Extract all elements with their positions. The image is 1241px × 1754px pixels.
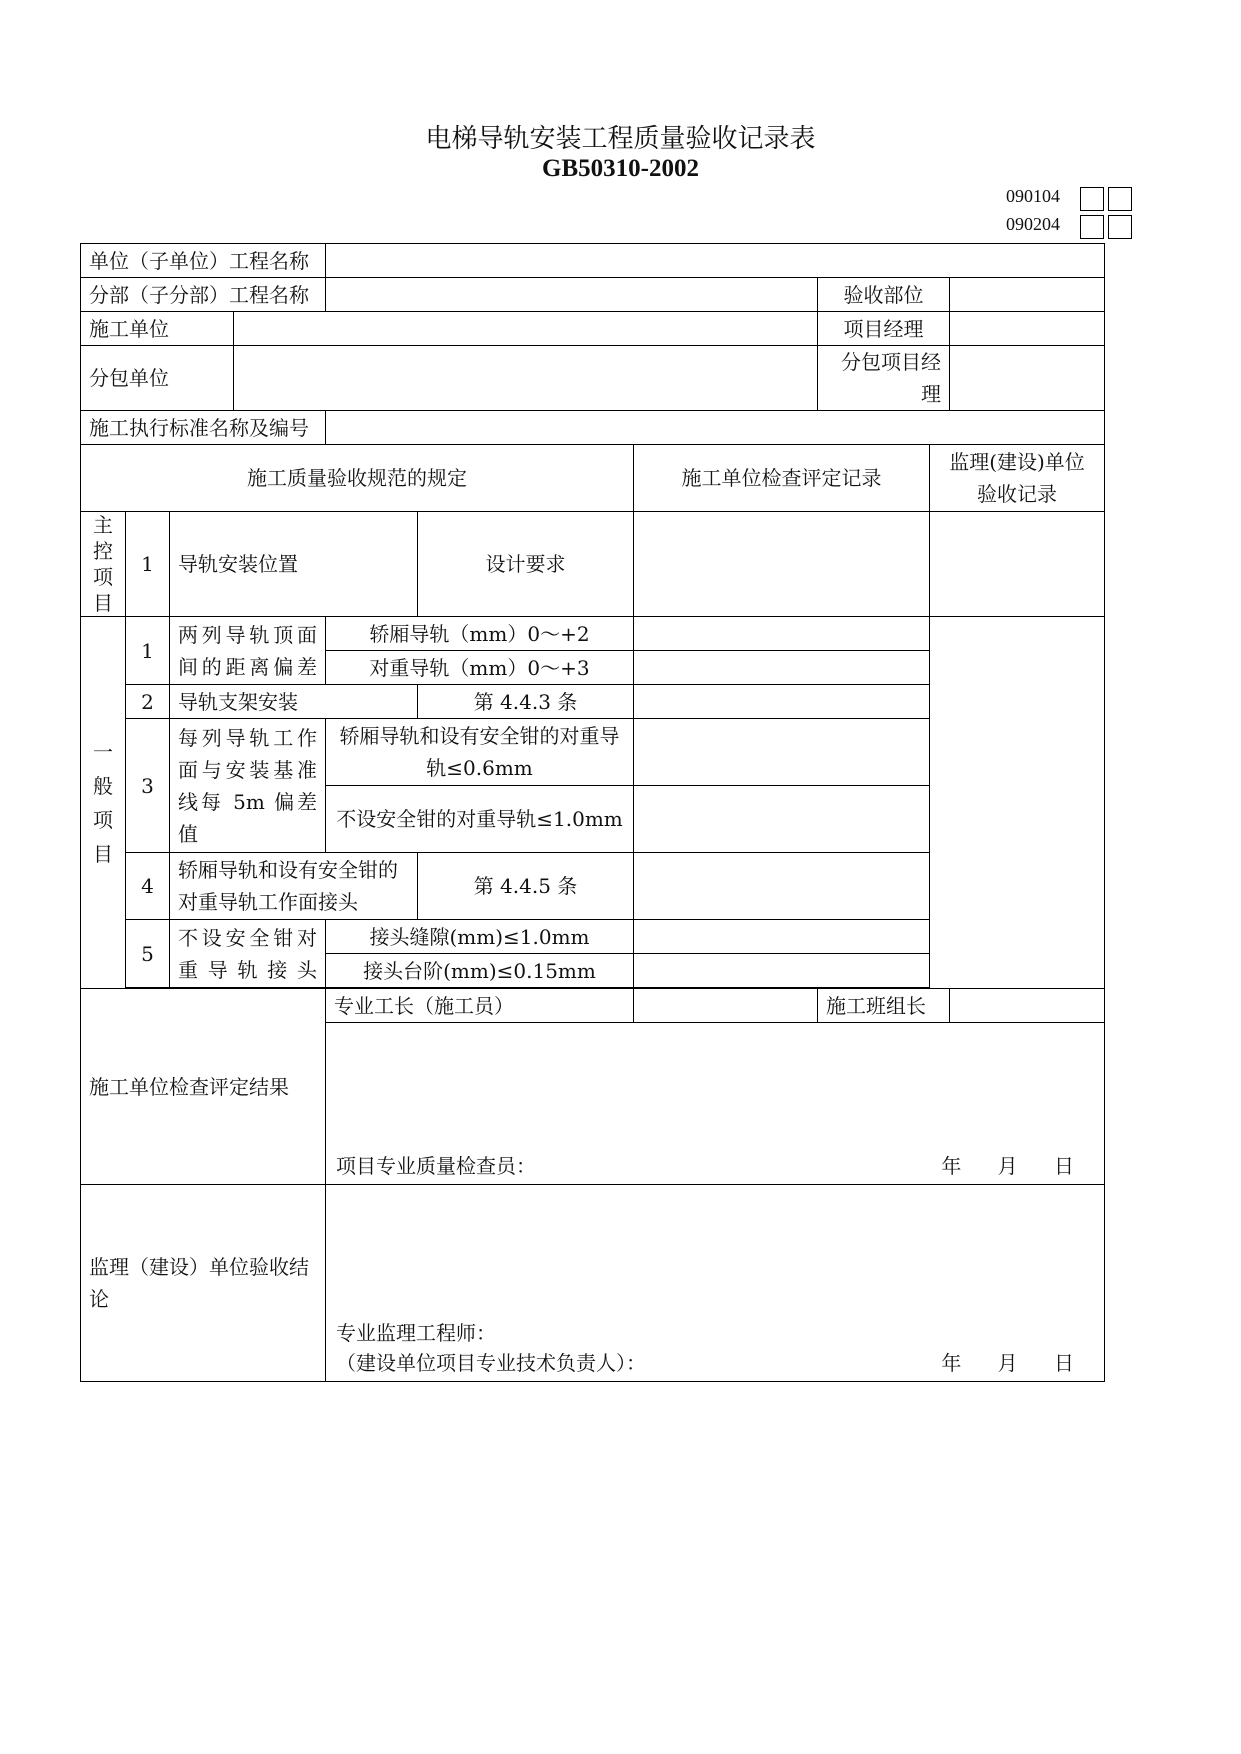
check-record-column-header: 施工单位检查评定记录 <box>634 445 930 512</box>
general-item-1-req-a: 轿厢导轨（mm）0～+2 <box>326 617 634 651</box>
code-box-1a[interactable] <box>1080 187 1104 211</box>
foreman-value[interactable] <box>634 989 818 1023</box>
general-item-1b-check[interactable] <box>634 651 930 685</box>
main-item-1-check[interactable] <box>634 512 930 617</box>
general-item-2-name: 导轨支架安装 <box>170 685 418 719</box>
team-leader-label: 施工班组长 <box>818 989 950 1023</box>
main-item-1-requirement: 设计要求 <box>418 512 634 617</box>
code-box-2b[interactable] <box>1108 215 1132 239</box>
general-item-4-requirement: 第 4.4.5 条 <box>418 853 634 920</box>
general-item-1a-check[interactable] <box>634 617 930 651</box>
standard-name-label: 施工执行标准名称及编号 <box>81 411 326 445</box>
general-items-supervision[interactable] <box>930 617 1105 989</box>
form-code-2: 090204 <box>1006 214 1060 234</box>
general-item-5-req-a: 接头缝隙(mm)≤1.0mm <box>326 920 634 954</box>
general-item-2-requirement: 第 4.4.3 条 <box>418 685 634 719</box>
general-item-5-no: 5 <box>126 920 170 988</box>
sub-project-name-value[interactable] <box>326 278 818 312</box>
subcontractor-label: 分包单位 <box>81 346 234 411</box>
standard-code: GB50310-2002 <box>542 155 699 182</box>
general-item-5-req-b: 接头台阶(mm)≤0.15mm <box>326 954 634 988</box>
general-item-3-req-b: 不设安全钳的对重导轨≤1.0mm <box>326 786 634 853</box>
result-label: 施工单位检查评定结果 <box>81 989 326 1185</box>
general-item-5a-check[interactable] <box>634 920 930 954</box>
general-item-4-check[interactable] <box>634 853 930 920</box>
project-manager-label: 项目经理 <box>818 312 950 346</box>
code-box-2a[interactable] <box>1080 215 1104 239</box>
main-item-1-no: 1 <box>126 512 170 617</box>
supervision-record-column-header: 监理(建设)单位验收记录 <box>930 445 1105 512</box>
conclusion-date: 年 月 日 <box>941 1351 1075 1375</box>
sub-project-manager-value[interactable] <box>950 346 1105 411</box>
owner-tech-label: （建设单位项目专业技术负责人）： <box>336 1351 646 1375</box>
page-title: 电梯导轨安装工程质量验收记录表 <box>425 124 816 154</box>
code-box-1b[interactable] <box>1108 187 1132 211</box>
result-sign-area[interactable] <box>326 1023 1105 1185</box>
inspector-label: 项目专业质量检查员： <box>336 1154 536 1178</box>
conclusion-sign-area[interactable] <box>326 1185 1105 1382</box>
form-code-1: 090104 <box>1006 186 1060 206</box>
main-items-label: 主控项目 <box>81 512 126 617</box>
acceptance-part-value[interactable] <box>950 278 1105 312</box>
general-item-2-check[interactable] <box>634 685 930 719</box>
acceptance-part-label: 验收部位 <box>818 278 950 312</box>
result-date: 年 月 日 <box>941 1154 1075 1178</box>
construction-unit-label: 施工单位 <box>81 312 234 346</box>
general-item-5b-check[interactable] <box>634 954 930 988</box>
general-item-3b-check[interactable] <box>634 786 930 853</box>
general-item-3-name: 每列导轨工作面与安装基准线每 5m 偏差值 <box>170 719 326 853</box>
general-item-3a-check[interactable] <box>634 719 930 786</box>
spec-column-header: 施工质量验收规范的规定 <box>81 445 634 512</box>
general-item-2-no: 2 <box>126 685 170 719</box>
acceptance-form-table <box>80 243 1105 1382</box>
project-manager-value[interactable] <box>950 312 1105 346</box>
general-item-5-name: 不设安全钳对重导轨接头 <box>170 920 326 988</box>
general-item-1-req-b: 对重导轨（mm）0～+3 <box>326 651 634 685</box>
general-items-label: 一般项目 <box>81 617 126 989</box>
unit-project-name-value[interactable] <box>326 244 1105 278</box>
general-item-3-no: 3 <box>126 719 170 853</box>
main-item-1-supervision[interactable] <box>930 512 1105 617</box>
general-item-1-name: 两列导轨顶面间的距离偏差 <box>170 617 326 685</box>
general-item-4-name: 轿厢导轨和设有安全钳的对重导轨工作面接头 <box>170 853 418 920</box>
subcontractor-value[interactable] <box>234 346 818 411</box>
sub-project-manager-label: 分包项目经理 <box>818 346 950 411</box>
unit-project-name-label: 单位（子单位）工程名称 <box>81 244 326 278</box>
construction-unit-value[interactable] <box>234 312 818 346</box>
foreman-label: 专业工长（施工员） <box>326 989 634 1023</box>
standard-name-value[interactable] <box>326 411 1105 445</box>
general-item-4-no: 4 <box>126 853 170 920</box>
conclusion-label: 监理（建设）单位验收结论 <box>81 1185 326 1382</box>
general-item-1-no: 1 <box>126 617 170 685</box>
main-item-1-name: 导轨安装位置 <box>170 512 418 617</box>
team-leader-value[interactable] <box>950 989 1105 1023</box>
engineer-label: 专业监理工程师： <box>336 1321 496 1345</box>
general-item-3-req-a: 轿厢导轨和设有安全钳的对重导轨≤0.6mm <box>326 719 634 786</box>
sub-project-name-label: 分部（子分部）工程名称 <box>81 278 326 312</box>
